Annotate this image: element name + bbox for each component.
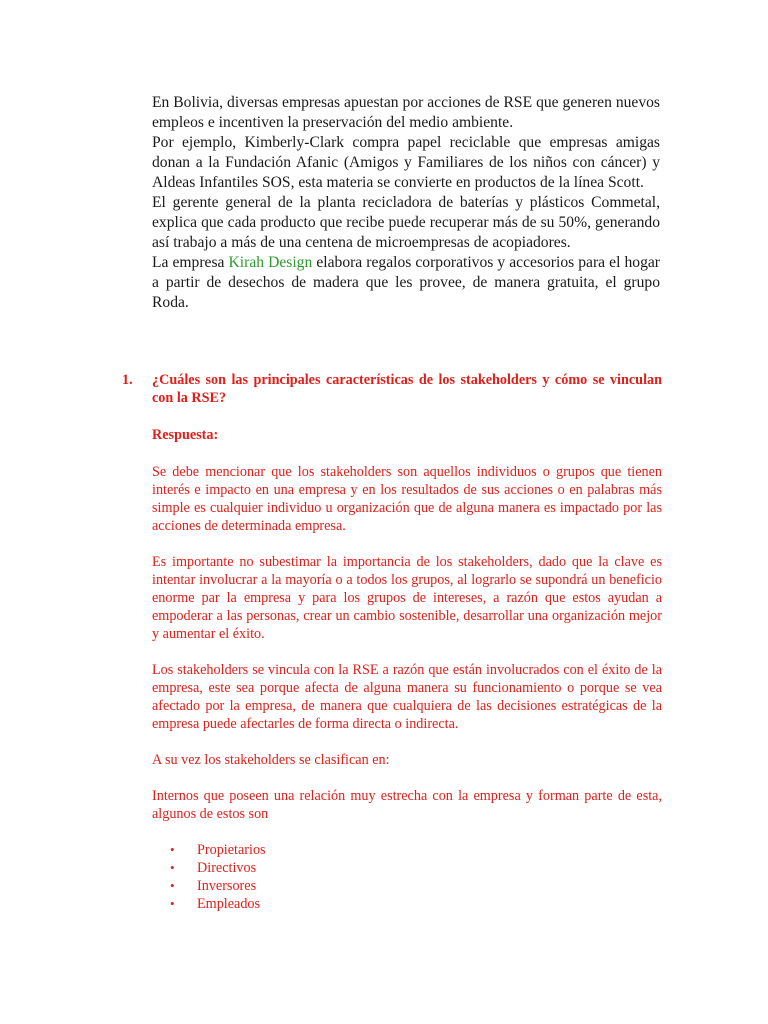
list-item [170, 859, 662, 877]
list-item [170, 877, 662, 895]
list-item-text: Directivos [197, 860, 257, 876]
intro-section [152, 93, 660, 313]
list-item-text: Empleados [197, 896, 261, 912]
answer-paragraph-3: Los stakeholders se vincula con la RSE a razón que están involucrados con el éxito de la empresa, este sea porque afecta de alguna manera su funcionamiento o porque se vea afectado por la empresa, de manera que cualquiera de las decisiones estratégicas de la empresa puede afectarles de forma directa o indirecta. [152, 662, 662, 732]
answer-label: Respuesta: [152, 427, 219, 443]
intro-paragraph-2: Por ejemplo, Kimberly-Clark compra papel reciclable que empresas amigas donan a la Fundación Afanic (Amigos y Familiares de los niños con cáncer) y Aldeas Infantiles SOS, esta materia se convierte en productos de la línea Scott. [152, 134, 660, 191]
intro-paragraph-1: En Bolivia, diversas empresas apuestan por acciones de RSE que generen nuevos empleos e incentiven la preservación del medio ambiente. [152, 94, 660, 131]
list-item-text: Propietarios [197, 842, 266, 858]
answer-paragraph-2: Es importante no subestimar la importancia de los stakeholders, dado que la clave es intentar involucrar a la mayoría o a todos los grupos, al lograrlo se supondrá un beneficio enorme par la empresa y para los grupos de intereses, a razón que estos ayudan a empoderar a las personas, crear un cambio sostenible, desarrollar una organización mejor y aumentar el éxito. [152, 554, 662, 642]
question-block [122, 371, 662, 913]
kirah-design-text: Kirah Design [228, 254, 313, 271]
intro-p4-before: La empresa [152, 254, 229, 271]
bullet-icon: • [170, 878, 175, 893]
bullet-icon: • [170, 842, 175, 857]
answer-paragraph-1: Se debe mencionar que los stakeholders son aquellos individuos o grupos que tienen interés e impacto en una empresa y en los resultados de sus acciones o en palabras más simple es cualquier individuo u organización que de alguna manera es impactado por las acciones de determinada empresa. [152, 464, 662, 534]
question-1 [122, 371, 662, 407]
list-item [170, 895, 662, 913]
intro-p4-after: elabora regalos corporativos y accesorios para el hogar a partir de desechos de madera que les provee, de manera gratuita, el grupo Roda. [152, 254, 660, 311]
question-text: ¿Cuáles son las principales características de los stakeholders y cómo se vinculan con la RSE? [152, 372, 662, 406]
question-number: 1. [122, 372, 133, 388]
list-item-text: Inversores [197, 878, 257, 894]
answer-paragraph-5: Internos que poseen una relación muy estrecha con la empresa y forman parte de esta, algunos de estos son [152, 788, 662, 822]
answer-paragraph-4: A su vez los stakeholders se clasifican en: [152, 752, 390, 768]
bullet-icon: • [170, 860, 175, 875]
bullet-icon: • [170, 896, 175, 911]
answer-section [152, 426, 662, 913]
intro-paragraph-3: El gerente general de la planta recicladora de baterías y plásticos Commetal, explica que cada producto que recibe puede recuperar más de su 50%, generando así trabajo a más de una centena de microempresas de acopiadores. [152, 194, 660, 251]
stakeholder-list [152, 841, 662, 913]
list-item [170, 841, 662, 859]
intro-paragraph-4 [152, 253, 660, 313]
